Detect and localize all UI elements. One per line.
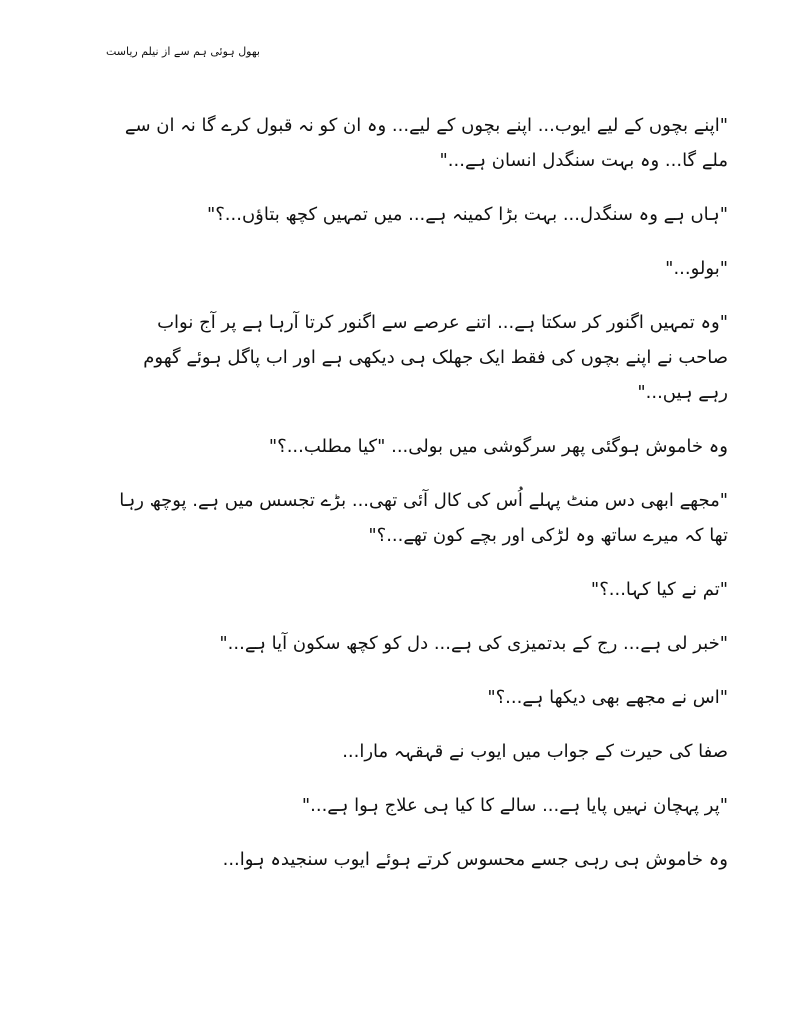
story-text — [112, 108, 728, 896]
paragraph-11: "پر پہچان نہیں پایا ہے... سالے کا کیا ہی علاج ہوا ہے..." — [301, 795, 728, 816]
paragraph-3: "بولو..." — [665, 258, 728, 279]
paragraph-8: "خبر لی ہے... رج کے بدتمیزی کی ہے... دل کو کچھ سکون آیا ہے..." — [219, 633, 728, 654]
paragraph-9: "اس نے مجھے بھی دیکھا ہے...؟" — [487, 687, 728, 708]
paragraph-6: "مجھے ابھی دس منٹ پہلے اُس کی کال آئی تھی... بڑے تجسس میں ہے. پوچھ رہا تھا کہ میرے ساتھ وہ لڑکی اور بچے کون تھے...؟" — [119, 490, 728, 546]
running-header: بھول ہوئی ہم سے از نیلم ریاست — [105, 45, 260, 58]
paragraph-2: "ہاں ہے وہ سنگدل... بہت بڑا کمینہ ہے... میں تمہیں کچھ بتاؤں...؟" — [206, 204, 728, 225]
paragraph-4: "وہ تمہیں اگنور کر سکتا ہے... اتنے عرصے سے اگنور کرتا آرہا ہے پر آج نواب صاحب نے اپنے بچوں کی فقط ایک جھلک ہی دیکھی ہے اور اب پاگل ہوئے گھوم رہے ہیں..." — [143, 312, 728, 403]
paragraph-10: صفا کی حیرت کے جواب میں ایوب نے قہقہہ مارا... — [342, 741, 728, 762]
paragraph-1: "اپنے بچوں کے لیے ایوب... اپنے بچوں کے لیے... وہ ان کو نہ قبول کرے گا نہ ان سے ملے گا... وہ بہت سنگدل انسان ہے..." — [124, 115, 728, 171]
paragraph-7: "تم نے کیا کہا...؟" — [590, 579, 728, 600]
paragraph-5: وہ خاموش ہوگئی پھر سرگوشی میں بولی... "کیا مطلب...؟" — [268, 436, 728, 457]
paragraph-12: وہ خاموش ہی رہی جسے محسوس کرتے ہوئے ایوب سنجیدہ ہوا... — [222, 849, 728, 870]
